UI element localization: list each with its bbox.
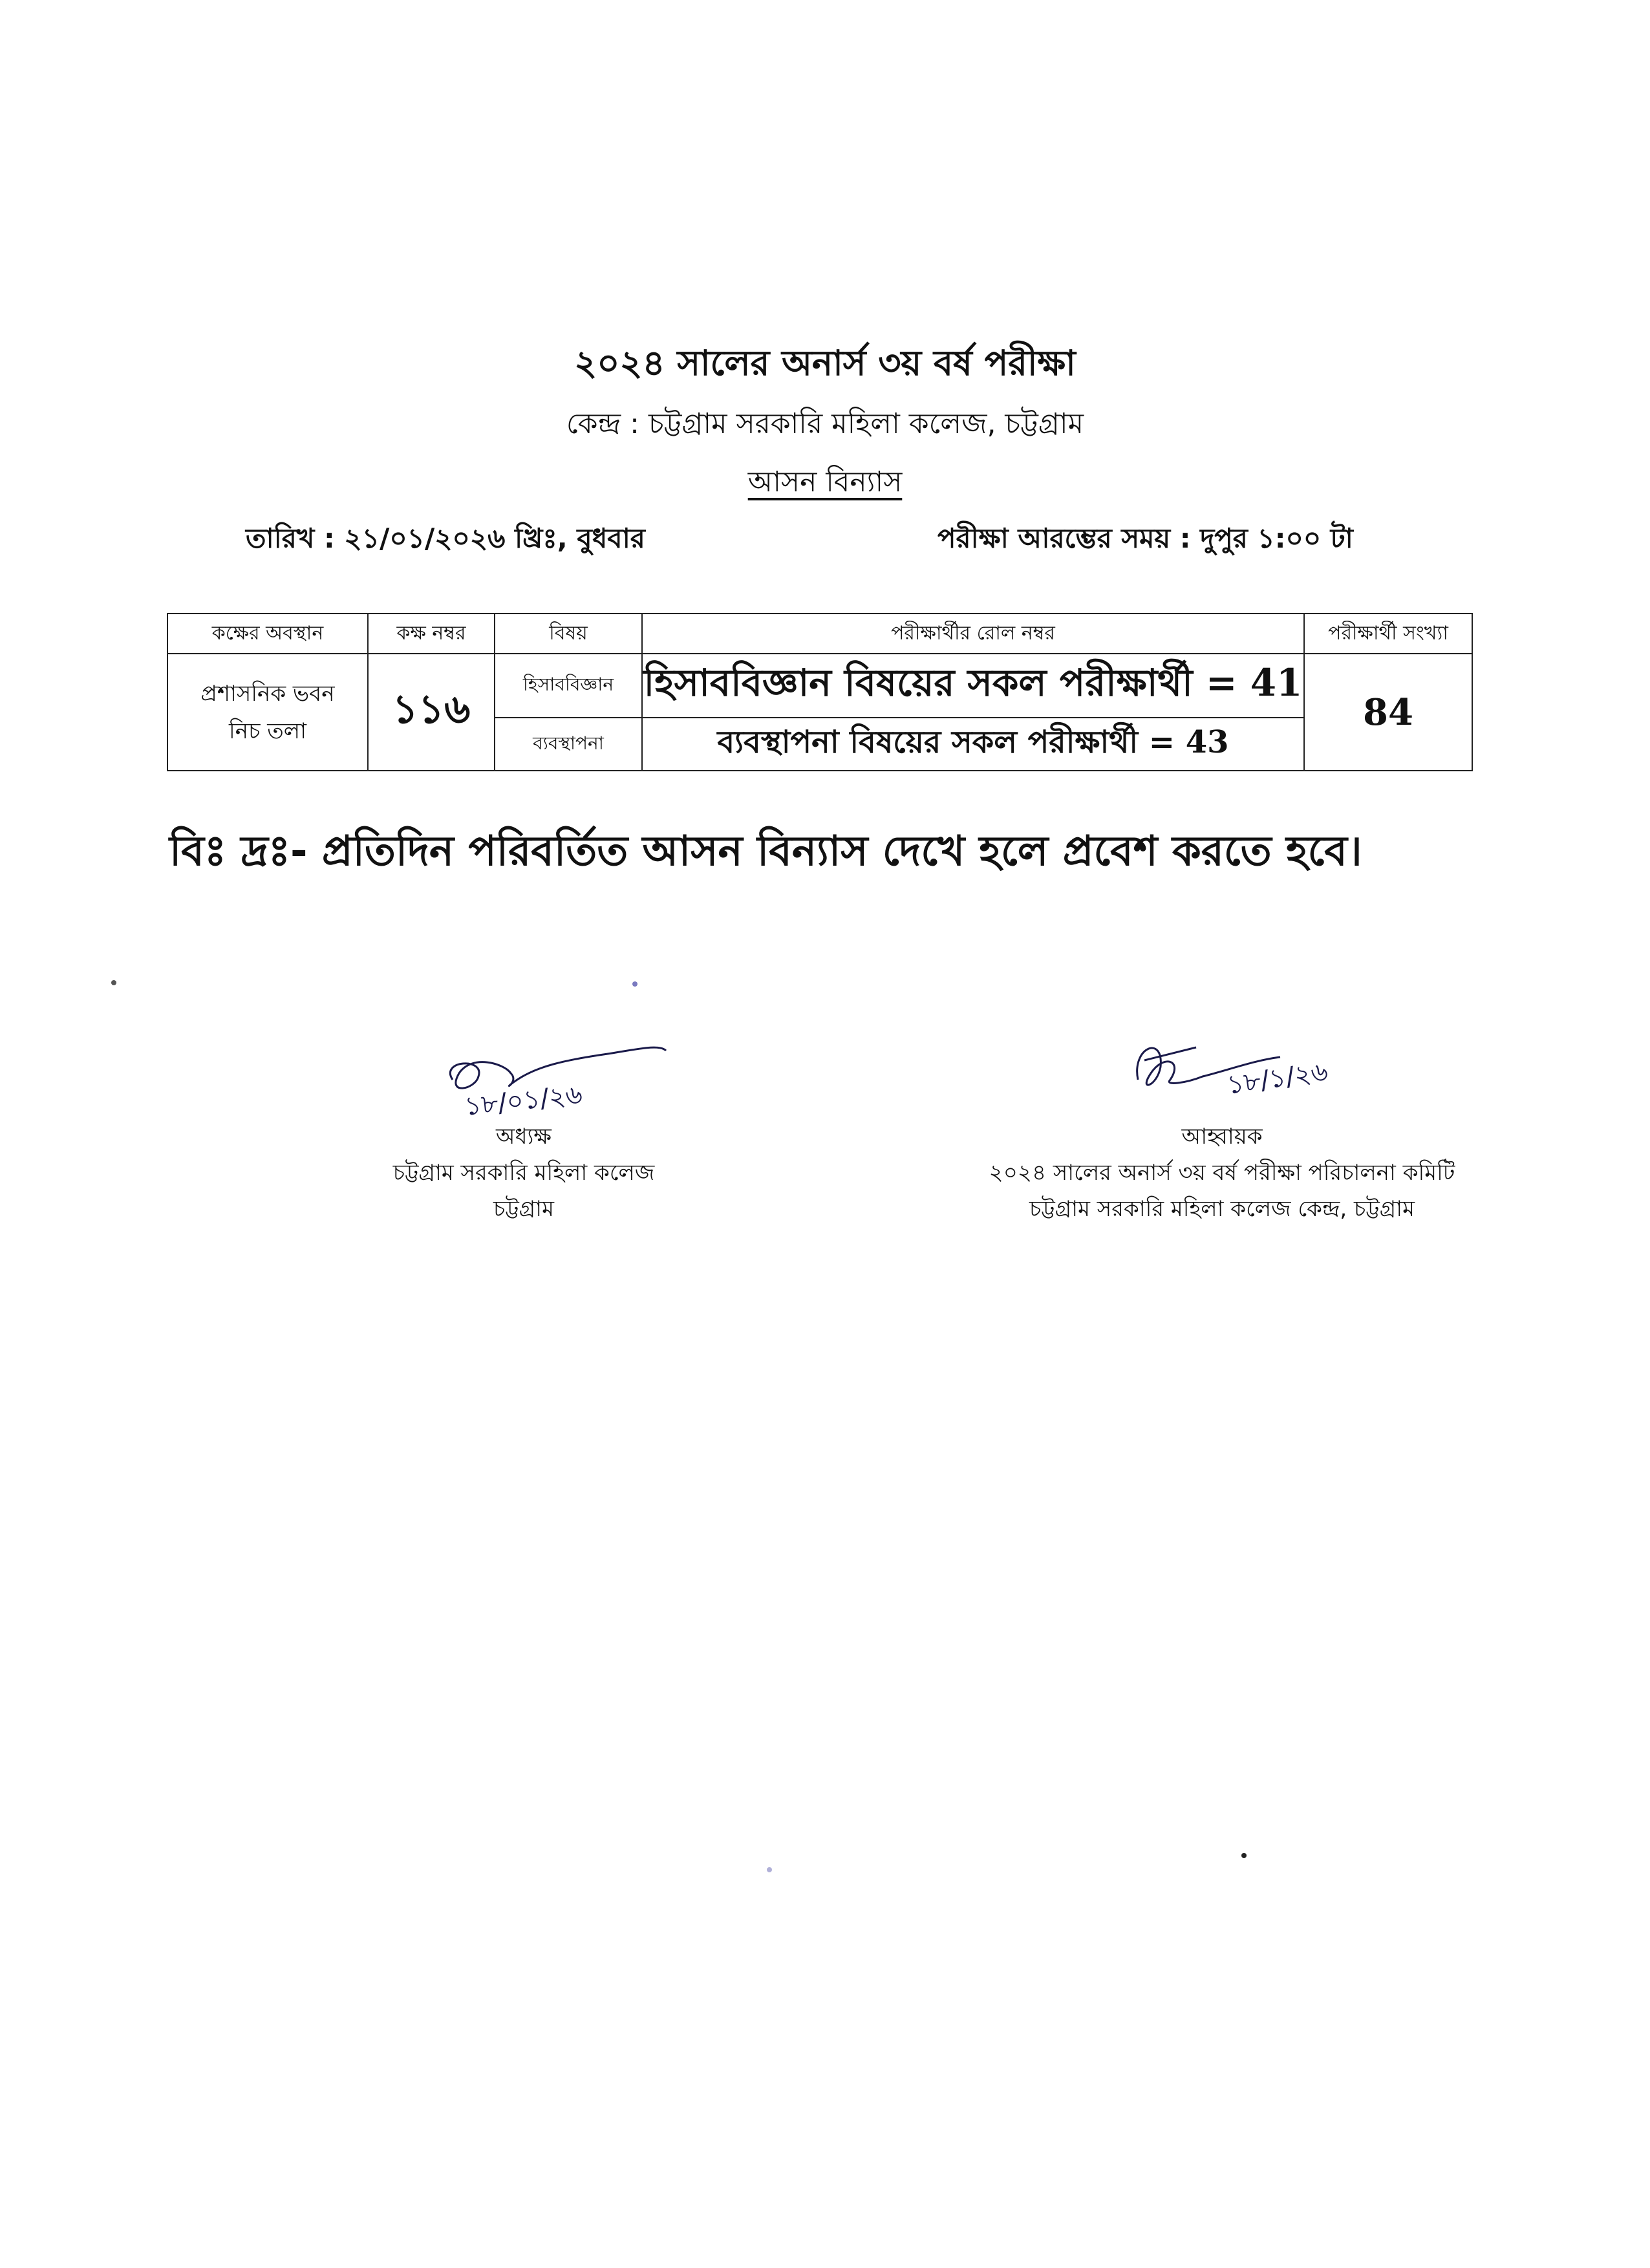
- roll-cell: ব্যবস্থাপনা বিষয়ের সকল পরীক্ষার্থী = 43: [642, 718, 1304, 771]
- convener-block: [866, 1118, 1578, 1227]
- exam-title: ২০২৪ সালের অনার্স ৩য় বর্ষ পরীক্ষা: [574, 343, 1076, 383]
- header-room-number: কক্ষ নম্বর: [368, 614, 495, 654]
- signature-date: ১৮/০১/২৬: [463, 1080, 584, 1122]
- principal-signature: [349, 1034, 685, 1125]
- location-line-1: প্রশাসনিক ভবন: [200, 680, 335, 707]
- convener-designation: আহ্বায়ক: [1181, 1124, 1263, 1150]
- scan-speck: [767, 1867, 772, 1872]
- roll-cell: হিসাববিজ্ঞান বিষয়ের সকল পরীক্ষার্থী = 41: [642, 654, 1304, 718]
- room-number: ১১৬: [368, 654, 495, 771]
- principal-city: চট্টগ্রাম: [493, 1196, 554, 1222]
- table-header-row: [167, 614, 1472, 654]
- scan-speck: [632, 981, 638, 987]
- subject-cell: ব্যবস্থাপনা: [495, 718, 642, 771]
- seat-plan-table: [167, 613, 1473, 771]
- seat-arrangement-label: আসন বিন্যাস: [747, 465, 903, 498]
- principal-organization: চট্টগ্রাম সরকারি মহিলা কলেজ: [392, 1160, 655, 1186]
- signature-stroke: [1144, 1047, 1196, 1060]
- convener-committee: ২০২৪ সালের অনার্স ৩য় বর্ষ পরীক্ষা পরিচালনা কমিটি: [989, 1160, 1455, 1186]
- room-location: [167, 654, 368, 771]
- convener-signature: [1125, 1022, 1397, 1112]
- header-room-location: কক্ষের অবস্থান: [167, 614, 368, 654]
- scan-speck: [1241, 1853, 1247, 1858]
- exam-start-time: পরীক্ষা আরম্ভের সময় : দুপুর ১:০০ টা: [938, 522, 1353, 554]
- principal-designation: অধ্যক্ষ: [496, 1124, 552, 1150]
- seat-arrangement-heading: [0, 460, 1650, 508]
- header-examinee-count: পরীক্ষার্থী সংখ্যা: [1304, 614, 1472, 654]
- exam-center: কেন্দ্র : চট্টগ্রাম সরকারি মহিলা কলেজ, চট্টগ্রাম: [566, 407, 1084, 440]
- header-subject: বিষয়: [495, 614, 642, 654]
- examinee-total: 84: [1304, 654, 1472, 771]
- principal-block: [291, 1118, 756, 1227]
- table-row: [167, 654, 1472, 718]
- subject-cell: হিসাববিজ্ঞান: [495, 654, 642, 718]
- scan-speck: [111, 980, 116, 985]
- exam-date: তারিখ : ২১/০১/২০২৬ খ্রিঃ, বুধবার: [246, 522, 645, 554]
- header-roll-number: পরীক্ষার্থীর রোল নম্বর: [642, 614, 1304, 654]
- signature-date: ১৮/১/২৬: [1225, 1056, 1330, 1100]
- location-line-2: নিচ তলা: [229, 718, 306, 744]
- notice-text: বিঃ দ্রঃ- প্রতিদিন পরিবর্তিত আসন বিন্যাস দেখে হলে প্রবেশ করতে হবে।: [169, 828, 1362, 875]
- convener-center: চট্টগ্রাম সরকারি মহিলা কলেজ কেন্দ্র, চট্টগ্রাম: [1029, 1196, 1415, 1222]
